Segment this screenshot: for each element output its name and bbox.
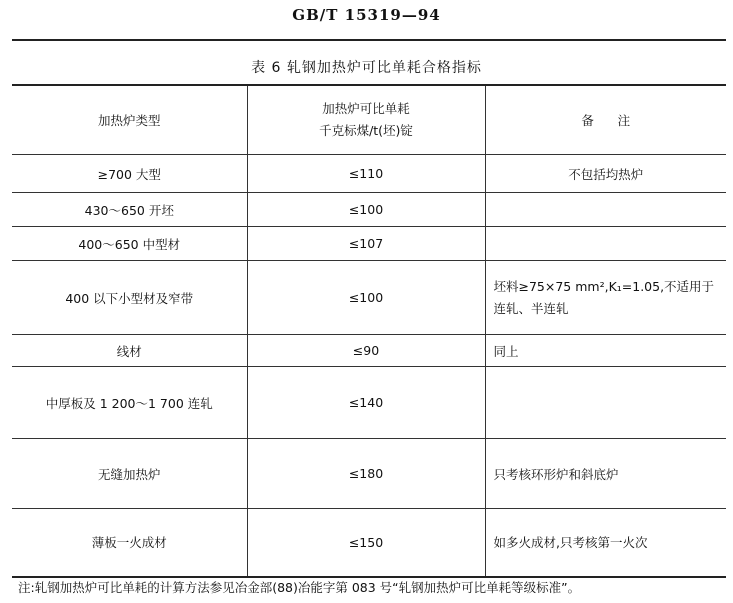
cell-type: 中厚板及 1 200～1 700 连轧 bbox=[12, 367, 247, 439]
cell-remark: 如多火成材,只考核第一火次 bbox=[485, 509, 726, 577]
cell-value: ≤100 bbox=[247, 261, 485, 335]
cell-value: ≤150 bbox=[247, 509, 485, 577]
column-header-consumption-line1: 加热炉可比单耗 bbox=[322, 101, 410, 116]
cell-value: ≤180 bbox=[247, 439, 485, 509]
cell-value: ≤90 bbox=[247, 335, 485, 367]
cell-remark: 不包括均热炉 bbox=[485, 155, 726, 193]
cell-value: ≤107 bbox=[247, 227, 485, 261]
table-row bbox=[12, 261, 726, 335]
standard-code: GB/T 15319—94 bbox=[292, 6, 441, 24]
column-header-consumption-line2: 千克标煤/t(坯)锭 bbox=[319, 123, 413, 138]
cell-value: ≤100 bbox=[247, 193, 485, 227]
header-rule bbox=[12, 39, 726, 41]
column-header-remark: 备 注 bbox=[485, 85, 726, 155]
cell-remark: 只考核环形炉和斜底炉 bbox=[485, 439, 726, 509]
cell-value: ≤110 bbox=[247, 155, 485, 193]
column-header-type: 加热炉类型 bbox=[12, 85, 247, 155]
cell-type: 无缝加热炉 bbox=[12, 439, 247, 509]
cell-type: 薄板一火成材 bbox=[12, 509, 247, 577]
table-row bbox=[12, 227, 726, 261]
cell-remark bbox=[485, 193, 726, 227]
column-header-consumption bbox=[247, 85, 485, 155]
cell-type: 400～650 中型材 bbox=[12, 227, 247, 261]
table-row bbox=[12, 439, 726, 509]
table-row bbox=[12, 193, 726, 227]
cell-type: 线材 bbox=[12, 335, 247, 367]
cell-remark bbox=[485, 367, 726, 439]
table-row bbox=[12, 155, 726, 193]
table-row bbox=[12, 367, 726, 439]
table-row bbox=[12, 509, 726, 577]
cell-type: 430～650 开坯 bbox=[12, 193, 247, 227]
table-row bbox=[12, 335, 726, 367]
cell-remark: 坯料≥75×75 mm²,K₁=1.05,不适用于连轧、半连轧 bbox=[485, 261, 726, 335]
cell-remark: 同上 bbox=[485, 335, 726, 367]
table-title: 表 6 轧钢加热炉可比单耗合格指标 bbox=[251, 60, 482, 76]
table-header-row bbox=[12, 85, 726, 155]
cell-type: 400 以下小型材及窄带 bbox=[12, 261, 247, 335]
cell-type: ≥700 大型 bbox=[12, 155, 247, 193]
cell-value: ≤140 bbox=[247, 367, 485, 439]
consumption-table bbox=[12, 84, 726, 578]
footnote: 注:轧钢加热炉可比单耗的计算方法参见冶金部(88)冶能字第 083 号“轧钢加热炉可比单耗等级标准”。 bbox=[18, 580, 581, 595]
cell-remark bbox=[485, 227, 726, 261]
